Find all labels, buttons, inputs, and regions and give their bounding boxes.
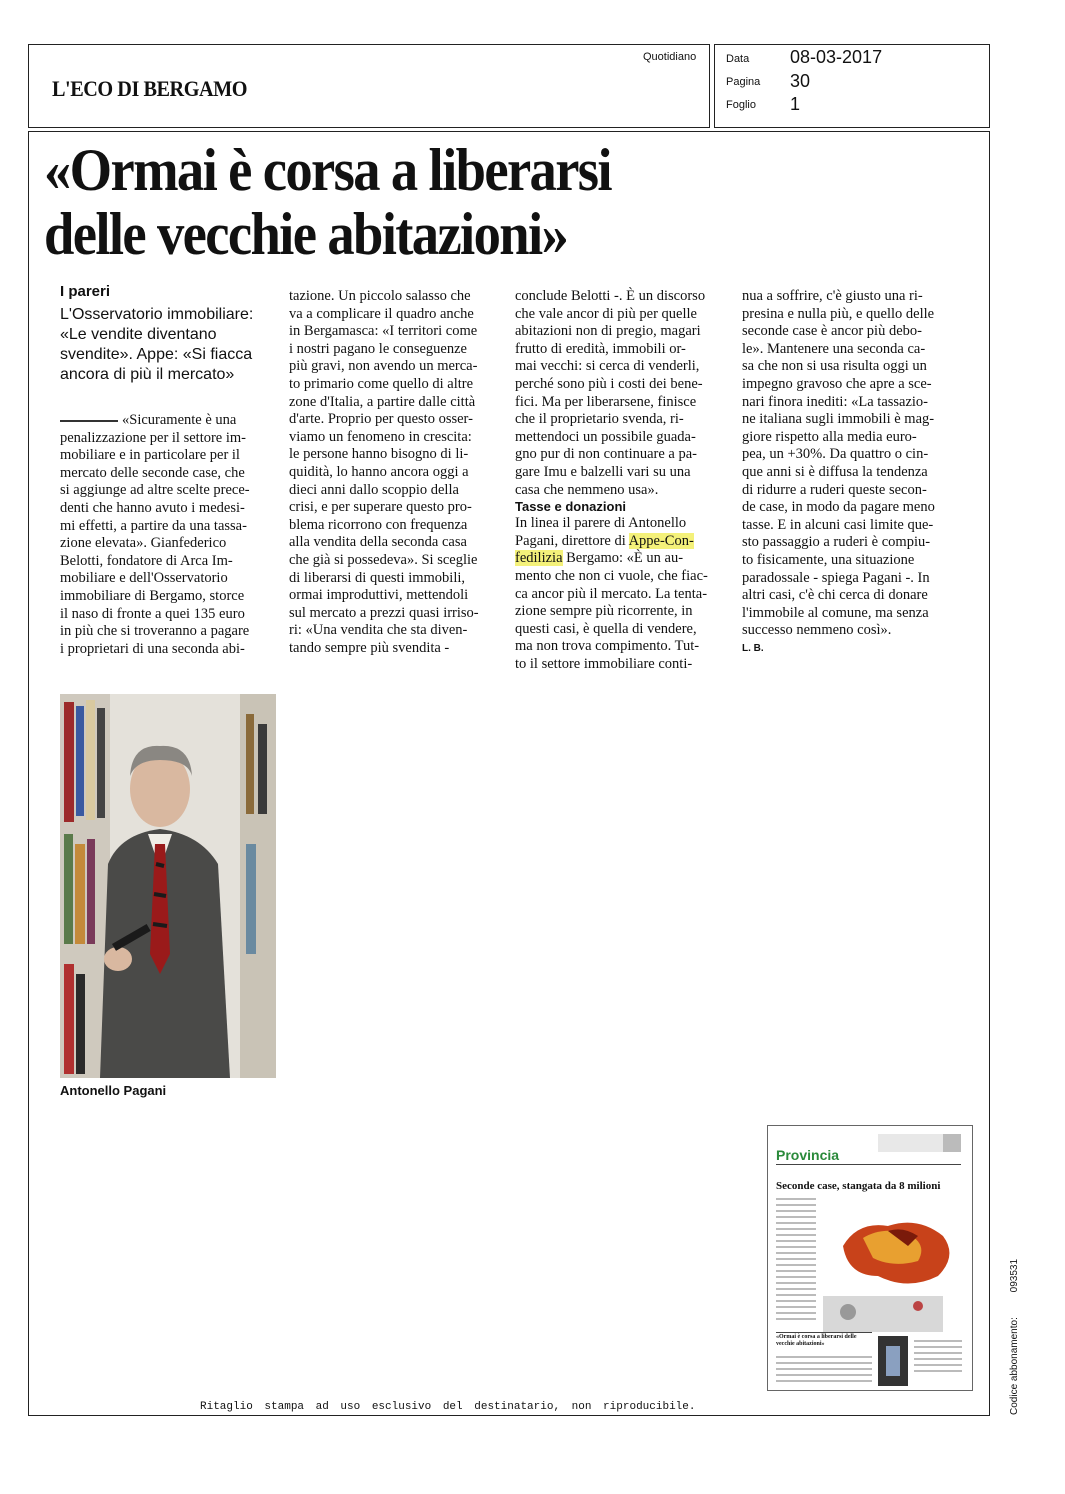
text-line: viamo un fenomeno in crescita:: [289, 428, 472, 445]
text-line: In linea il parere di Antonello: [515, 515, 687, 532]
text-line: quidità, lo hanno ancora oggi a: [289, 463, 469, 480]
text-line: conclude Belotti -. È un discorso: [515, 288, 706, 304]
subscription-code-value: 093531: [1009, 1258, 1020, 1293]
text-line: to il settore immobiliare conti-: [515, 655, 693, 672]
text-line: crisi, e per superare questo pro-: [289, 499, 472, 516]
text-line: tando sempre più svendita -: [289, 639, 450, 656]
text-line: immobiliare di Bergamo, storce: [60, 587, 245, 604]
text-line: pea, un +30%. Da quattro o cin-: [742, 446, 929, 463]
publication-type: Quotidiano: [643, 51, 697, 63]
footer-notice: Ritaglio stampa ad uso esclusivo del destinatario, non riproducibile.: [200, 1401, 696, 1413]
text-line: in più che si troveranno a pagare: [60, 623, 250, 640]
text-line: de case, in modo da pagare meno: [742, 499, 935, 516]
text-line: seconde case è ancor più debo-: [742, 323, 922, 340]
subscription-code: [1009, 1259, 1020, 1415]
meta-pagina-value: 30: [790, 71, 811, 91]
text-line: zione elevata». Gianfederico: [60, 535, 227, 552]
text-line: zione sempre più ricorrente, in: [515, 603, 693, 620]
text-line: alla vendita della seconda casa: [289, 534, 467, 551]
text-line: paradossale - spiega Pagani -. In: [742, 569, 930, 586]
page-thumbnail: [767, 1125, 973, 1391]
text-line: che il proprietario svenda, ri-: [515, 411, 684, 428]
text-line: to fisicamente, una situazione: [742, 551, 915, 568]
subscription-code-label: Codice abbonamento:: [1009, 1317, 1020, 1415]
text-line: si aggiunge ad altre scelte prece-: [60, 482, 250, 499]
masthead: L'ECO DI BERGAMO: [52, 76, 248, 101]
text-line: mettendoci un possibile guada-: [515, 428, 696, 445]
text-line: tazione. Un piccolo salasso che: [289, 288, 471, 304]
text-line: penalizzazione per il settore im-: [60, 429, 246, 446]
text-line: mobiliare e in particolare per il: [60, 447, 240, 464]
meta-foglio-value: 1: [790, 94, 801, 114]
text-fragment: Bergamo: «È un au-: [562, 550, 684, 567]
summary-line: L'Osservatorio immobiliare:: [60, 306, 254, 323]
text-line: to primario come quello di altre: [289, 375, 474, 392]
text-line: più gravi, non avendo un merca-: [289, 358, 478, 375]
article-summary: [60, 305, 280, 385]
text-line: mercato delle seconde case, che: [60, 464, 245, 481]
text-line: questi casi, è quella di vendere,: [515, 620, 697, 637]
article-title-line-1: «Ormai è corsa a liberarsi: [44, 137, 611, 203]
text-line: dieci anni dallo scoppio della: [289, 481, 459, 498]
text-line: sto passaggio a ruderi è compiu-: [742, 534, 931, 551]
text-line: impegno gravoso che apre a sce-: [742, 375, 932, 392]
portrait-illustration: [60, 694, 276, 1078]
text-line: blema ricorrono con frequenza: [289, 516, 468, 533]
text-line: sul mercato a prezzi quasi irriso-: [289, 604, 479, 621]
text-line: l'immobile al comune, ma senza: [742, 604, 929, 621]
text-line: le persone hanno bisogno di li-: [289, 446, 469, 463]
byline: L. B.: [742, 642, 764, 654]
text-line: ormai improduttivi, mettendoli: [289, 587, 469, 604]
photo-caption: Antonello Pagani: [60, 1083, 167, 1098]
text-line: denti che hanno avuto i medesi-: [60, 499, 245, 516]
column-1: [60, 412, 274, 658]
text-line: in Bergamasca: «I territori come: [289, 323, 478, 340]
text-line: zone d'Italia, a partire dalle città: [289, 393, 476, 410]
text-line: i proprietari di una seconda abi-: [60, 640, 245, 657]
subhead: Tasse e donazioni: [515, 499, 627, 515]
text-line: que anni si è diffusa la tendenza: [742, 463, 928, 480]
meta-foglio-label: Foglio: [726, 99, 756, 111]
text-line: abitazioni non di pregio, magari: [515, 323, 701, 340]
text-line: nari finora inediti: «La tassazio-: [742, 393, 929, 410]
column-2: [289, 288, 503, 657]
thumbnail-section: Provincia: [776, 1147, 840, 1163]
text-line-with-highlight: [515, 533, 729, 551]
column-3: [515, 288, 729, 673]
text-line: d'arte. Proprio per questo osser-: [289, 411, 473, 428]
thumbnail-graphics: [768, 1126, 972, 1390]
text-fragment: Pagani, direttore di: [515, 532, 626, 549]
summary-line: svendite». Appe: «Si fiacca: [60, 346, 253, 363]
column-4: [742, 288, 957, 657]
text-line: che già si possedeva». Si sceglie: [289, 551, 478, 568]
meta-data-label: Data: [726, 53, 750, 65]
text-line: va a complicare il quadro anche: [289, 305, 474, 322]
text-line: mai vecchi: si cerca di venderli,: [515, 358, 700, 375]
thumbnail-article-title: «Ormai è corsa a liberarsi delle vecchie abitazioni»: [776, 1334, 857, 1347]
text-line: presina e nulla più, e quello delle: [742, 305, 935, 322]
text-line: successo nemmeno così».: [742, 622, 892, 639]
text-line: fici. Ma per liberarsene, finisce: [515, 393, 697, 410]
text-line: i nostri pagano le conseguenze: [289, 340, 467, 357]
text-line-with-highlight: [515, 550, 729, 568]
text-line: il naso di fronte a quei 135 euro: [60, 605, 245, 622]
text-line: ca ancor più il mercato. La tenta-: [515, 585, 708, 602]
text-line: nua a soffrire, c'è giusto una ri-: [742, 288, 923, 304]
text-line: gare Imu e balzelli vari su una: [515, 463, 691, 480]
text-line: Belotti, fondatore di Arca Im-: [60, 552, 233, 569]
article-title-line-2: delle vecchie abitazioni»: [44, 201, 568, 267]
text-line: altri casi, c'è chi cerca di donare: [742, 587, 928, 604]
text-line: ma non trova compimento. Tut-: [515, 638, 700, 655]
text-line: «Sicuramente è una: [122, 412, 237, 428]
summary-line: ancora di più il mercato»: [60, 366, 235, 383]
text-line: casa che nemmeno usa».: [515, 481, 659, 498]
meta-data-value: 08-03-2017: [790, 47, 883, 67]
text-line: di liberarsi di questi immobili,: [289, 569, 465, 586]
text-line: sa che non si usa risulta oggi un: [742, 358, 927, 375]
highlight-appe-confedilizia: Appe-Con-: [628, 532, 694, 549]
portrait-photo: [60, 694, 276, 1078]
text-line: di ridurre a ruderi queste secon-: [742, 481, 927, 498]
summary-line: «Le vendite diventano: [60, 326, 217, 343]
text-line: gno pur di non continuare a pa-: [515, 446, 698, 463]
text-line: mento che non ci vuole, che fiac-: [515, 567, 708, 584]
text-line: tasse. E in alcuni casi limite que-: [742, 516, 934, 533]
meta-pagina-label: Pagina: [726, 76, 761, 88]
text-line: che vale ancor di più per quelle: [515, 305, 697, 322]
thumbnail-headline: Seconde case, stangata da 8 milioni: [776, 1180, 941, 1192]
text-line: ne italiana sugli immobili è mag-: [742, 411, 935, 428]
text-line: mi effetti, a partire da una tassa-: [60, 517, 247, 534]
highlight-appe-confedilizia: fedilizia: [515, 550, 563, 567]
text-line: giore rispetto alla media euro-: [742, 428, 917, 445]
text-line: mobiliare e dell'Osservatorio: [60, 570, 228, 587]
text-line: perché sono più i costi dei bene-: [515, 375, 703, 392]
text-line: ri: «Una vendita che sta diven-: [289, 622, 468, 639]
text-line: le». Mantenere una seconda ca-: [742, 340, 926, 357]
article-kicker: I pareri: [60, 283, 111, 300]
text-line: frutto di eredità, immobili or-: [515, 340, 686, 357]
